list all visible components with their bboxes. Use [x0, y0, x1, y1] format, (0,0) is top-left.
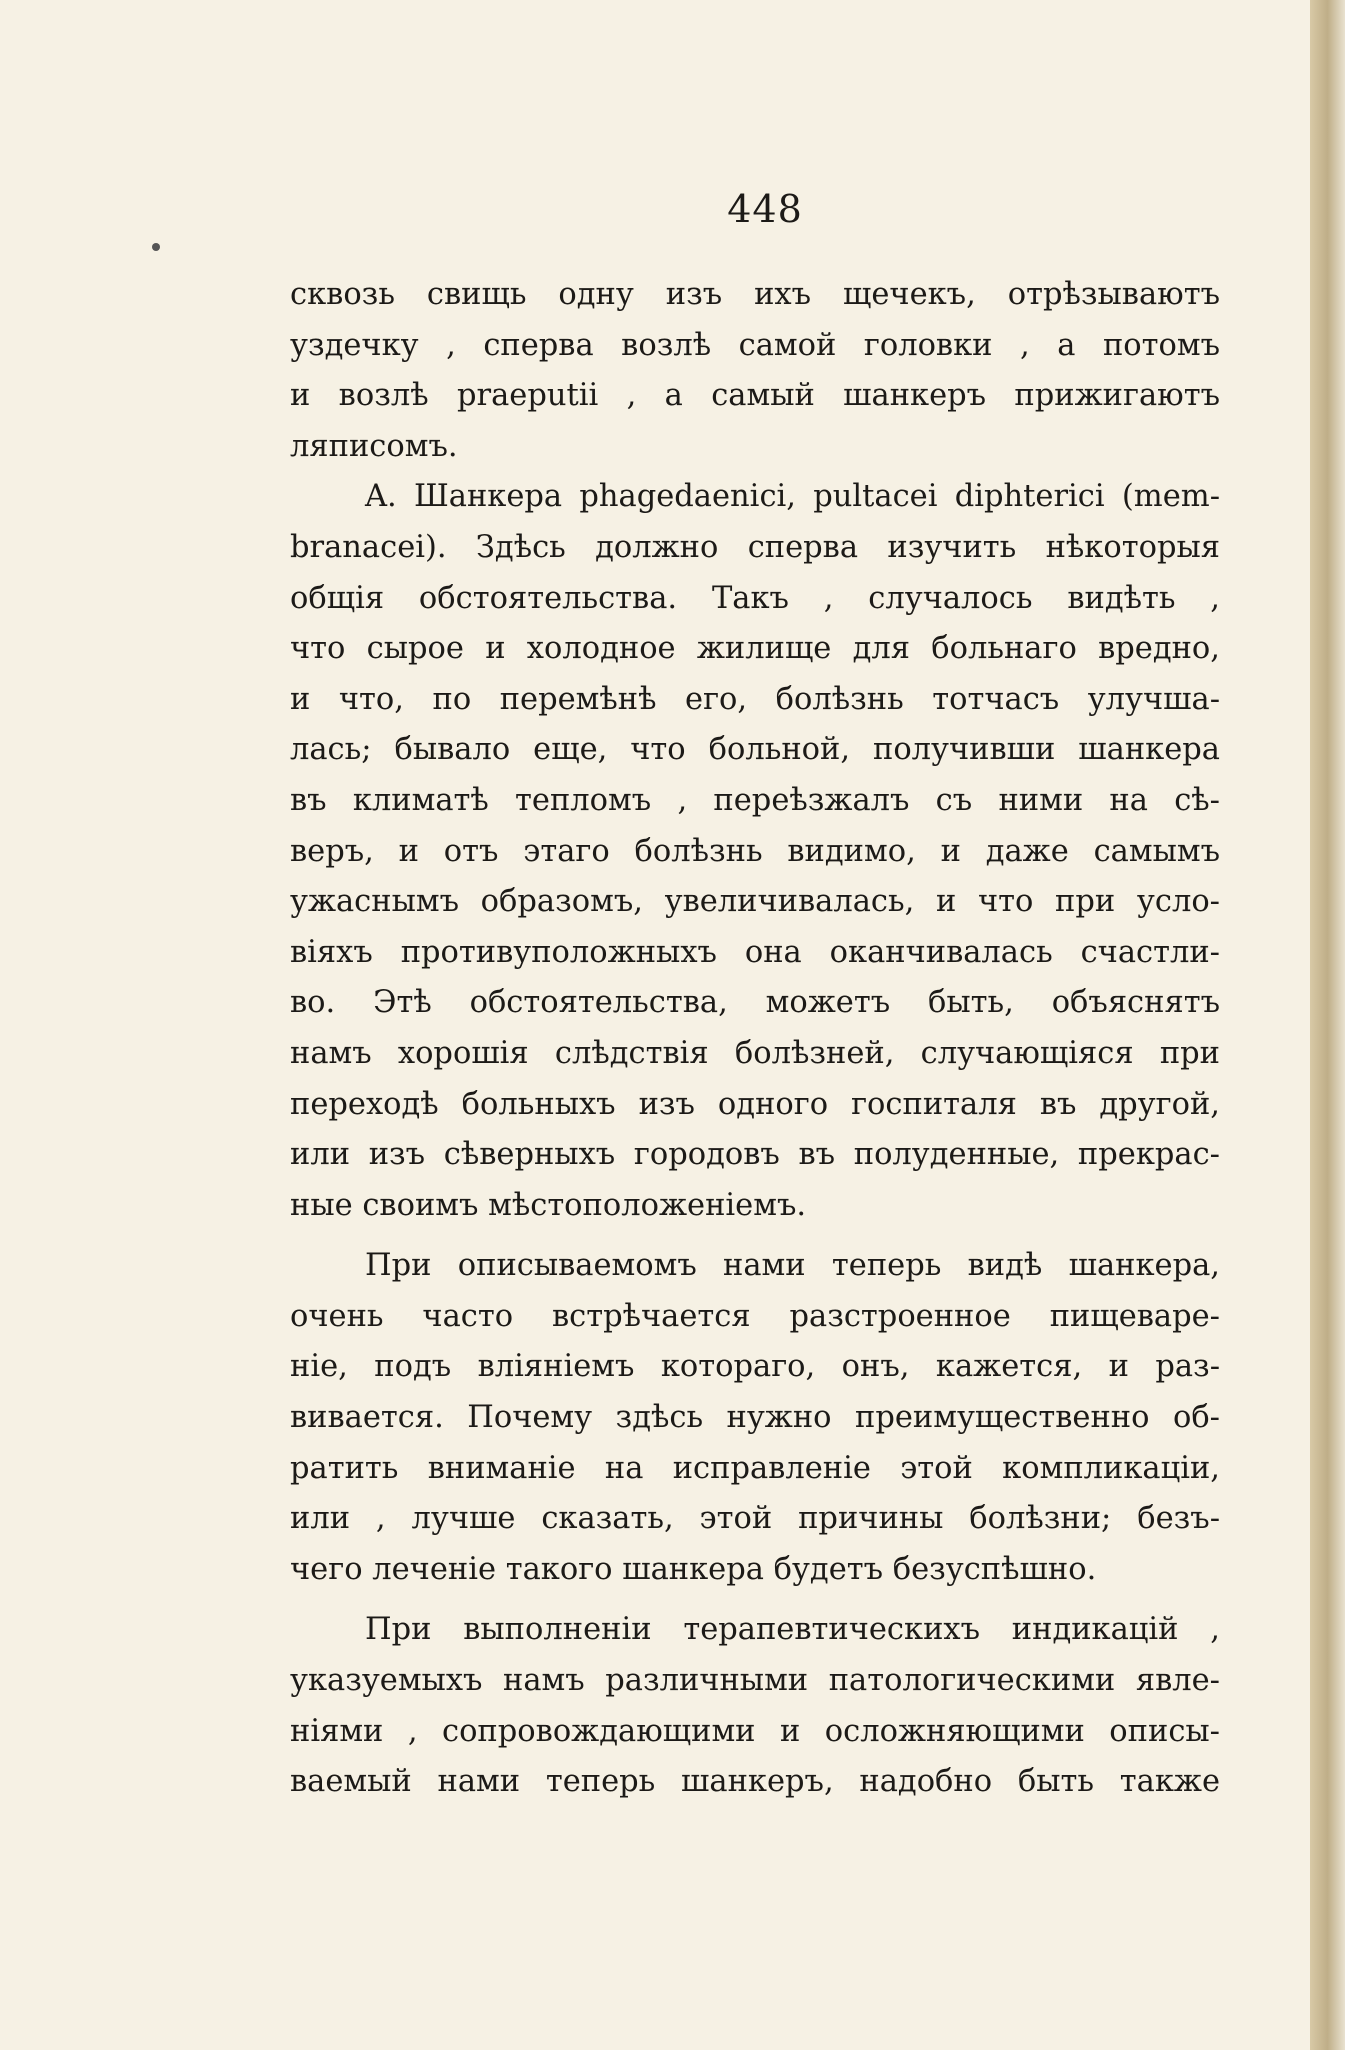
text-line: или изъ сѣверныхъ городовъ въ полуденные, прекрас-: [290, 1137, 1220, 1173]
text-line: веръ, и отъ этаго болѣзнь видимо, и даже самымъ: [290, 833, 1220, 869]
text-line: branacei). Здѣсь должно сперва изучить нѣкоторыя: [290, 529, 1220, 565]
text-line: ляписомъ.: [290, 428, 458, 464]
ink-spot: [152, 243, 160, 251]
text-line: вивается. Почему здѣсь нужно преимущественно об-: [290, 1400, 1220, 1436]
text-line: общія обстоятельства. Такъ , случалось видѣть ,: [290, 580, 1220, 616]
text-line: чего леченіе такого шанкера будетъ безуспѣшно.: [290, 1551, 1097, 1587]
text-line: и возлѣ praeputii , а самый шанкеръ прижигаютъ: [290, 378, 1220, 414]
page-number: 448: [727, 187, 803, 231]
text-line: При выполненіи терапевтическихъ индикацій ,: [365, 1612, 1220, 1648]
text-line: A. Шанкера phagedaenici, pultacei diphterici (mem-: [365, 479, 1220, 515]
text-line: очень часто встрѣчается разстроенное пищеваре-: [290, 1298, 1220, 1334]
text-line: что сырое и холодное жилище для больнаго вредно,: [290, 631, 1220, 667]
text-line: При описываемомъ нами теперь видѣ шанкера,: [365, 1248, 1220, 1284]
text-line: ратить вниманіе на исправленіе этой компликаціи,: [290, 1450, 1220, 1486]
text-line: указуемыхъ намъ различными патологическими явле-: [290, 1663, 1220, 1699]
text-line: ніе, подъ вліяніемъ котораго, онъ, кажется, и раз-: [290, 1349, 1220, 1385]
text-line: сквозь свищь одну изъ ихъ щечекъ, отрѣзываютъ: [290, 277, 1220, 312]
text-line: лась; бывало еще, что больной, получивши шанкера: [290, 732, 1220, 768]
body-text: [290, 270, 1220, 1808]
text-line: во. Этѣ обстоятельства, можетъ быть, объяснятъ: [290, 985, 1220, 1021]
text-line: и что, по перемѣнѣ его, болѣзнь тотчасъ улучша-: [290, 681, 1220, 717]
text-line: или , лучше сказать, этой причины болѣзни; безъ-: [290, 1501, 1220, 1537]
text-line: ужаснымъ образомъ, увеличивалась, и что при усло-: [290, 884, 1220, 920]
text-line: переходѣ больныхъ изъ одного госпиталя въ другой,: [290, 1086, 1220, 1122]
text-line: уздечку , сперва возлѣ самой головки , а потомъ: [290, 327, 1220, 363]
text-line: въ климатѣ тепломъ , переѣзжалъ съ ними на сѣ-: [290, 782, 1220, 818]
text-line: віяхъ противуположныхъ она оканчивалась счастли-: [290, 934, 1220, 970]
text-line: ваемый нами теперь шанкеръ, надобно быть также: [290, 1764, 1220, 1800]
text-line: ніями , сопровождающими и осложняющими описы-: [290, 1713, 1220, 1749]
text-line: ные своимъ мѣстоположеніемъ.: [290, 1187, 807, 1223]
book-spine-edge: [1310, 0, 1345, 2050]
text-line: намъ хорошія слѣдствія болѣзней, случающіяся при: [290, 1035, 1220, 1071]
